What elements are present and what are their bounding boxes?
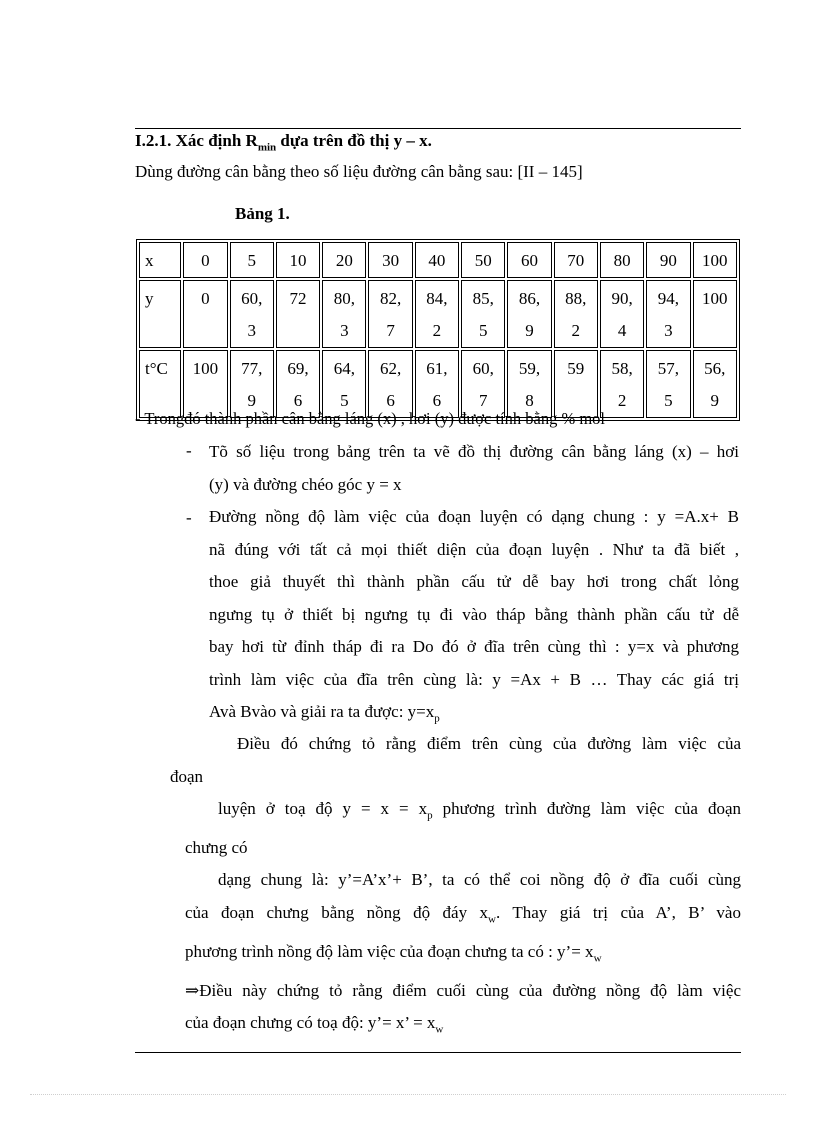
table-cell: 59, 8 [507, 350, 551, 418]
table-cell: 80 [600, 242, 644, 278]
table-cell: 70 [554, 242, 598, 278]
bullet-2 [209, 501, 739, 735]
table-cell: 100 [693, 280, 737, 348]
table-cell: 40 [415, 242, 459, 278]
equilibrium-table [136, 239, 740, 421]
table-cell: 0 [183, 280, 227, 348]
table-cell: 82, 7 [368, 280, 412, 348]
bullet-1-line: Tõ số liệu trong bảng trên ta vẽ đồ thị đường cân bằng láng (x) – hơi [209, 442, 739, 461]
bullet-marker: - [186, 508, 192, 527]
table-row [139, 280, 737, 348]
para-line: phương trình nồng độ làm việc của đoạn chưng ta có : y’= $x_w$ [185, 941, 602, 965]
table-cell: 30 [368, 242, 412, 278]
table-cell: 60, 7 [461, 350, 505, 418]
section-heading: I.2.1. Xác định $R_{min}$ dựa trên đồ thị y – x. [135, 131, 432, 154]
row-label: x [139, 242, 181, 278]
table-cell: 5 [230, 242, 274, 278]
table-cell: 94, 3 [646, 280, 690, 348]
para-line: của đoạn chưng có toạ độ: y’= x’ = $x_w$ [185, 1013, 444, 1036]
table-cell: 57, 5 [646, 350, 690, 418]
bullet-2-line: Avà Bvào và giải ra ta được: $y=x_p$ [209, 702, 440, 725]
row-label: y [139, 280, 181, 348]
table-cell: 84, 2 [415, 280, 459, 348]
table-cell: 85, 5 [461, 280, 505, 348]
para-line: ⇒Điều này chứng tỏ rằng điểm cuối cùng của đường nồng độ làm việc [185, 980, 741, 1000]
bullet-marker: - [186, 441, 192, 460]
table-cell: 64, 5 [322, 350, 366, 418]
table-cell: 100 [693, 242, 737, 278]
bullet-2-line: bay hơi từ đỉnh tháp đi ra Do đó ở đĩa trên cùng thì : y=x và phương [209, 637, 739, 656]
table-cell: 100 [183, 350, 227, 418]
bullet-2-line: ngưng tụ ở thiết bị ngưng tụ đi vào tháp bằng thành phần cấu tử dễ [209, 604, 739, 624]
row-label: t°C [139, 350, 181, 418]
table-cell: 69, 6 [276, 350, 320, 418]
table-cell: 80, 3 [322, 280, 366, 348]
paragraph-3 [170, 728, 742, 1046]
para-line: Điều đó chứng tỏ rằng điểm trên cùng của đường làm việc của [237, 734, 741, 753]
table-cell: 90 [646, 242, 690, 278]
top-rule [135, 128, 741, 129]
table-row [139, 242, 737, 278]
table-cell: 88, 2 [554, 280, 598, 348]
table-cell: 56, 9 [693, 350, 737, 418]
bullet-1-line: (y) và đường chéo góc y = x [209, 474, 402, 494]
table-cell: 20 [322, 242, 366, 278]
para-line: chưng có [185, 837, 248, 857]
table-cell: 62, 6 [368, 350, 412, 418]
bullet-2-line: trình làm việc của đĩa trên cùng là: y =Ax + B … Thay các giá trị [209, 669, 739, 689]
table-cell: 50 [461, 242, 505, 278]
intro-text: Dùng đường cân bằng theo số liệu đường cân bằng sau: [II – 145] [135, 162, 583, 181]
bullet-1 [209, 436, 739, 501]
table-cell: 86, 9 [507, 280, 551, 348]
table-cell: 0 [183, 242, 227, 278]
table-cell: 60 [507, 242, 551, 278]
table-row [139, 350, 737, 418]
bottom-rule [135, 1052, 741, 1053]
table-cell: 59 [554, 350, 598, 418]
table-cell: 10 [276, 242, 320, 278]
note-text: - Trongđó thành phần cân bằng láng (x) , hơi (y) được tính bằng % mol [135, 409, 605, 428]
para-line: đoạn [170, 766, 204, 786]
table-cell: 58, 2 [600, 350, 644, 418]
para-line: dạng chung là: y’=A’x’+ B’, ta có thể coi nồng độ ở đĩa cuối cùng [218, 870, 741, 890]
para-line: của đoạn chưng bằng nồng độ đáy $x_w$. Thay giá trị của A’, B’ vào [185, 902, 741, 926]
page-edge-dotted [30, 1094, 786, 1095]
para-line: luyện ở toạ độ $y = x = x_p$ phương trình đường làm việc của đoạn [218, 799, 742, 822]
table-cell: 61, 6 [415, 350, 459, 418]
table-cell: 77, 9 [230, 350, 274, 418]
table-caption: Bảng 1. [235, 204, 290, 223]
table-cell: 60, 3 [230, 280, 274, 348]
bullet-2-line: thoe giả thuyết thì thành phần cấu tử dễ bay hơi trong chất lỏng [209, 572, 739, 591]
table-body [139, 242, 737, 418]
table-cell: 72 [276, 280, 320, 348]
bullet-2-line: nã đúng với tất cả mọi thiết diện của đoạn luyện . Như ta đã biết , [209, 539, 739, 559]
bullet-2-line: Đường nồng độ làm việc của đoạn luyện có dạng chung : y =A.x+ B [209, 507, 739, 526]
table-cell: 90, 4 [600, 280, 644, 348]
